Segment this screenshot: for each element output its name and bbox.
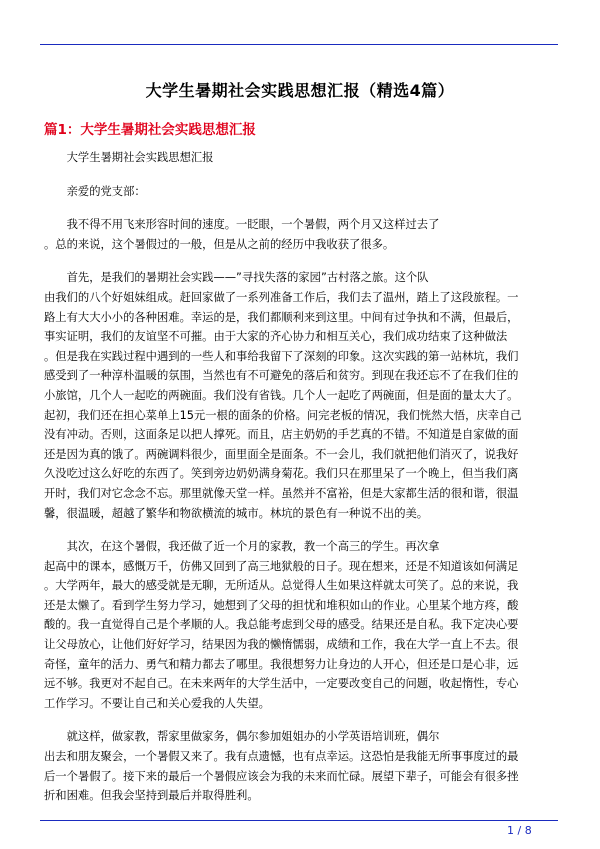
paragraph	[44, 727, 558, 805]
paragraph-line: 起初，我们还在担心菜单上15元一根的面条的价格。问完老板的情况，我们恍然大悟，庆幸自己	[44, 408, 522, 422]
paragraph-line: 折和困难。但我会坚持到最后并取得胜利。	[44, 789, 259, 803]
paragraph-line: 出去和朋友聚会，一个暑假又来了。我有点遗憾，也有点幸运。这恐怕是我能无所事事度过的最	[44, 750, 519, 764]
paragraph-line: 让父母放心，让他们好好学习，结果因为我的懒惰懦弱，成绩和工作，我在大学一直上不去。很	[44, 638, 519, 652]
paragraph-line: 还是太懒了。看到学生努力学习，她想到了父母的担忧和堆积如山的作业。心里某个地方疼，酸	[44, 598, 519, 612]
paragraph-line: 馨，很温暖，超越了繁华和物欲横流的城市。林坑的景色有一种说不出的美。	[44, 506, 429, 520]
paragraph-line: 首先，是我们的暑期社会实践——”寻找失落的家园”古村落之旅。这个队	[44, 271, 429, 285]
paragraphs	[44, 215, 558, 806]
paragraph-line: 路上有大大小小的各种困难。幸运的是，我们都顺利来到这里。中间有过争执和不满，但最后，	[44, 310, 519, 324]
salutation-line	[44, 182, 558, 202]
paragraph-line: 后一个暑假了。接下来的最后一个暑假应该会为我的未来而忙碌。展望下辈子，可能会有很多挫	[44, 769, 519, 783]
paragraph-line: 开时，我们对它念念不忘。那里就像天堂一样。虽然并不富裕，但是大家都生活的很和谐，很温	[44, 486, 519, 500]
paragraph-line: 小旅馆，几个人一起吃的两碗面。我们没有省钱。几个人一起吃了两碗面，但是面的量太大了。	[44, 388, 519, 402]
paragraph-line: 就这样，做家教，帮家里做家务，偶尔参加姐姐办的小学英语培训班，偶尔	[44, 730, 440, 744]
section-heading: 篇1：大学生暑期社会实践思想汇报	[44, 122, 256, 138]
paragraph-line: 。但是我在实践过程中遇到的一些人和事给我留下了深刻的印象。这次实践的第一站林坑，我们	[44, 349, 519, 363]
paragraph	[44, 268, 558, 523]
paragraph-line: 工作学习。不要让自己和关心爱我的人失望。	[44, 696, 270, 710]
paragraph-line: 我不得不用飞来形容时间的速度。一眨眼，一个暑假，两个月又这样过去了	[44, 218, 440, 232]
paragraph-line: 没有冲动。否则，这面条足以把人撑死。而且，店主奶奶的手艺真的不错。不知道是自家做的面	[44, 428, 519, 442]
paragraph-line: 奇怪，童年的活力、勇气和精力都去了哪里。我很想努力让身边的人开心，但还是口是心非，远	[44, 657, 519, 671]
paragraph-line: 还是因为真的饿了。两碗调料很少，面里面全是面条。不一会儿，我们就把他们消灭了，说我好	[44, 447, 519, 461]
page-number: 1 / 8	[507, 824, 532, 837]
document-body	[44, 148, 558, 806]
paragraph-line: 其次，在这个暑假，我还做了近一个月的家教，教一个高三的学生。再次拿	[44, 540, 440, 554]
paragraph-line: 酸的。我一直觉得自己是个孝顺的人。我总能考虑到父母的感受。结果还是自私。我下定决心要	[44, 618, 519, 632]
paragraph-line: 久没吃过这么好吃的东西了。笑到旁边奶奶满身菊花。我们只在那里呆了一个晚上，但当我们离	[44, 467, 519, 481]
footer-rule	[40, 820, 558, 821]
salutation: 亲爱的党支部：	[66, 184, 146, 198]
document-title: 大学生暑期社会实践思想汇报（精选4篇）	[145, 81, 455, 100]
paragraph-line: 。大学两年，最大的感受就是无聊，无所适从。总觉得人生如果这样就太可笑了。总的来说，我	[44, 579, 519, 593]
paragraph	[44, 215, 558, 254]
subtitle-line	[44, 148, 558, 168]
paragraph-line: 事实证明，我们的友谊坚不可摧。由于大家的齐心协力和相互关心，我们成功结束了这种做法	[44, 330, 508, 344]
paragraph-line: 由我们的八个好姐妹组成。赶回家做了一系列准备工作后，我们去了温州，踏上了这段旅程。一	[44, 290, 519, 304]
subtitle: 大学生暑期社会实践思想汇报	[66, 151, 214, 164]
paragraph-line: 感受到了一种淳朴温暖的氛围，当然也有不可避免的落后和贫穷。到现在我还忘不了在我们住的	[44, 369, 519, 383]
paragraph-line: 起高中的课本，感慨万千，仿佛又回到了高三地狱般的日子。现在想来，还是不知道该如何满足	[44, 559, 519, 573]
paragraph-line: 。总的来说，这个暑假过的一般，但是从之前的经历中我收获了很多。	[44, 237, 395, 251]
paragraph	[44, 537, 558, 713]
paragraph-line: 远不够。我更对不起自己。在未来两年的大学生活中，一定要改变自己的问题，收起惰性，专心	[44, 677, 519, 691]
header-rule	[40, 44, 558, 45]
